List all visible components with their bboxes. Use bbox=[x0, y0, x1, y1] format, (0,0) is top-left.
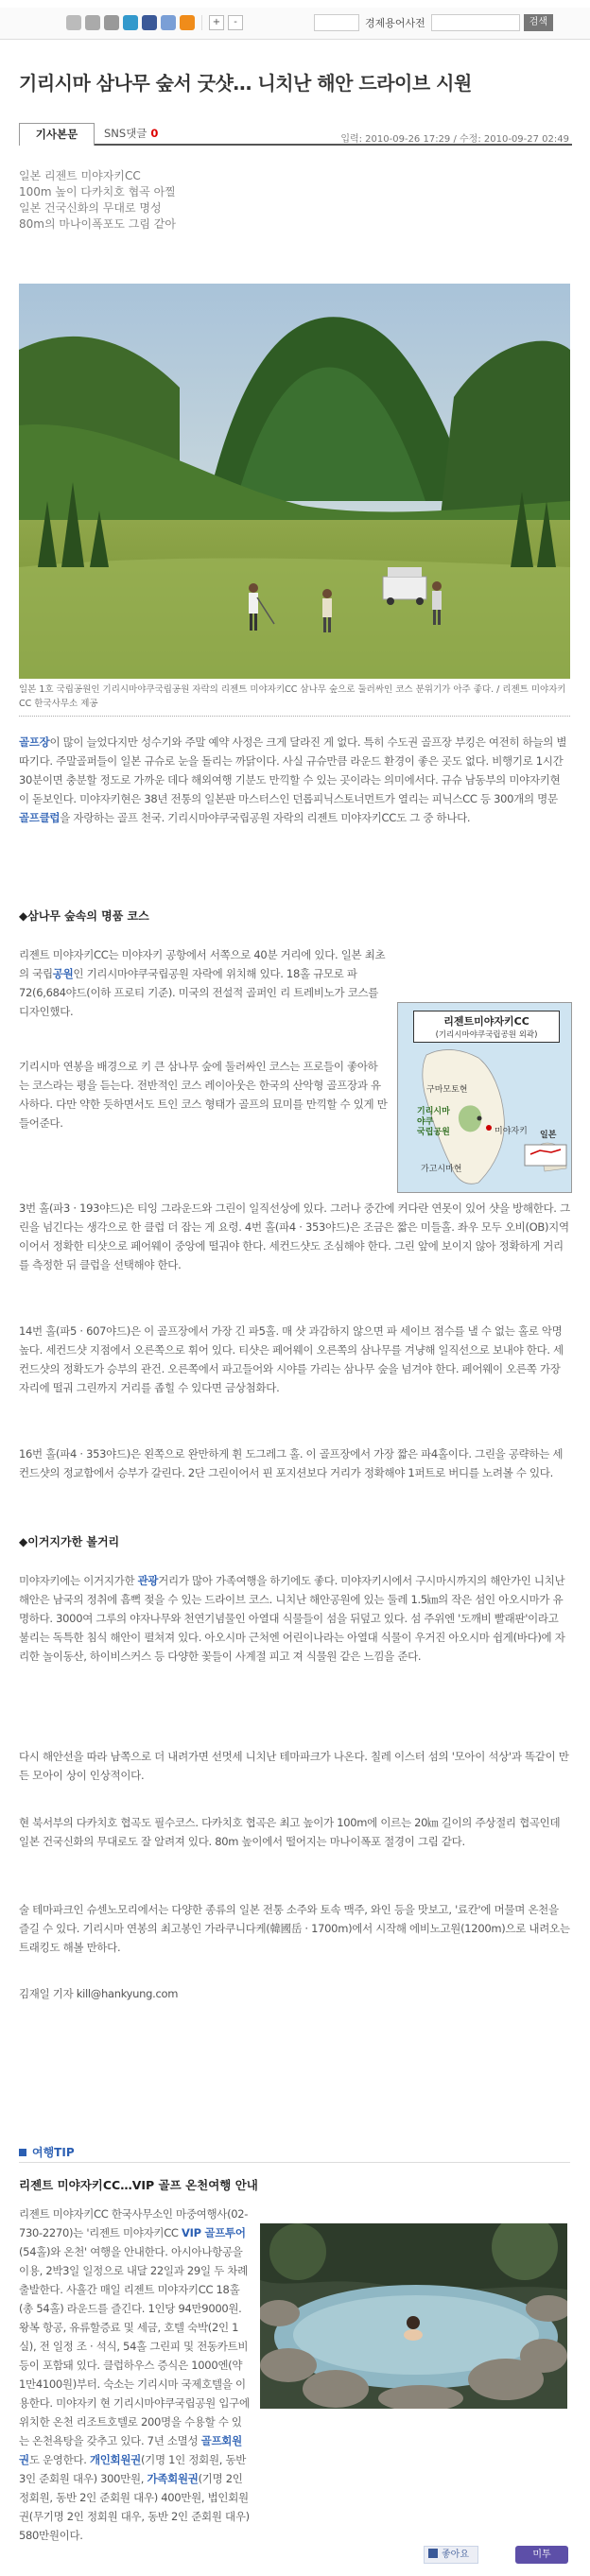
paragraph-text: 미야자키에는 이거지가한 bbox=[19, 1574, 138, 1587]
map-label-kumamoto: 구마모토현 bbox=[426, 1085, 468, 1095]
tab-sns-label: SNS댓글 bbox=[104, 127, 148, 140]
bookmark-icon[interactable] bbox=[104, 15, 119, 30]
article-paragraph bbox=[19, 1571, 570, 1666]
facebook-icon bbox=[428, 2549, 438, 2558]
location-map bbox=[397, 1002, 572, 1193]
map-label-park-line: 야쿠 bbox=[417, 1117, 434, 1127]
map-label-kagoshima: 가고시마현 bbox=[421, 1165, 462, 1174]
paragraph-text: 리젠트 미야자키CC는 미야자키 공항에서 서쪽으로 40분 거리에 있다. 일본 최초의 국립 bbox=[19, 948, 386, 980]
paragraph-text: (기명 2인 정회원, 동반 2인 준회원 대우) 400만원, 법인회원권(무기명 2인 정회원 대우, 동반 2인 준회원 대우) 580만원이다. bbox=[19, 2472, 250, 2542]
paragraph-text: (54홀)와 온천' 여행을 안내한다. 아시아나항공을 이용, 2박3일 일정으로 내달 22일과 29일 두 차례 출발한다. 사흘간 매일 리젠트 미야자키CC 18홀(총 54홀) 라운드를 즐긴다. 1인당 94만9000원. 왕복 항공, 유류할증료 및 세금, 호텔 숙박(2인 1실), 전 일정 조 · 석식, 54홀 그린피 및 전동카트비 등이 포함돼 있다. 클럽하우스 증식은 1000엔(약 1만4100원)부터. 숙소는 기리시마 국제호텔을 이용한다. 미야자키 현 기리시마야쿠국립공원 입구에 위치한 온천 리조트호텔로 200명을 수용할 수 있는 온천욕탕을 갖추고 있다. 7년 소멸성 bbox=[19, 2245, 250, 2447]
tab-article-body[interactable] bbox=[19, 123, 95, 146]
dictionary-select[interactable] bbox=[314, 14, 359, 31]
toolbar-divider bbox=[201, 15, 202, 30]
golf-course-illustration bbox=[19, 284, 570, 679]
article-paragraph: 술 테마파크인 슈센노모리에서는 다양한 종류의 일본 전통 소주와 토속 맥주, 와인 등을 맛보고, '료칸'에 머물며 온천을 즐길 수 있다. 기리시마 연봉의 최고봉인 가라쿠니다케(韓國岳 · 1700m)에서 시작해 에비노고원(1200m)으로 내려오는 트래킹도 해볼 만하다. bbox=[19, 1903, 570, 1954]
facebook-icon[interactable] bbox=[142, 15, 157, 30]
keyword-link[interactable]: 골프클럽 bbox=[19, 811, 61, 824]
me2day-button[interactable] bbox=[515, 2546, 568, 2564]
map-label-park bbox=[417, 1107, 450, 1138]
article-paragraph: 3번 홀(파3 · 193야드)은 티잉 그라운드와 그린이 일직선상에 있다. 그러나 중간에 커다란 연못이 있어 샷을 방해한다. 그린을 넘긴다는 생각으로 한 클럽 더 잡는 게 요령. 4번 홀(파4 · 353야드)은 조금은 짧은 미들홀. 좌우 모두 오비(OB)지역이어서 정확한 티샷으로 페어웨이 중앙에 떨궈야 한다. 세컨드샷도 조심해야 한다. 그린 앞에 보이지 않아 정확하게 거리를 측정한 뒤 클럽을 선택해야 한다. bbox=[19, 1202, 570, 1271]
subtitle-line: 100m 높이 다카치호 협곡 아찔 bbox=[19, 185, 176, 199]
article-paragraph: 16번 홀(파4 · 353야드)은 왼쪽으로 완만하게 휜 도그레그 홀. 이 골프장에서 가장 짧은 파4홀이다. 그린을 공략하는 세컨드샷의 정교함에서 승부가 갈린다. 2단 그린이어서 핀 포지션보다 거리가 정확해야 1퍼트로 버디를 노려볼 수 있다. bbox=[19, 1447, 564, 1479]
map-label-miyazaki: 미야자키 bbox=[495, 1127, 528, 1136]
map-subtitle: (기리시마야쿠국립공원 외곽) bbox=[435, 1030, 538, 1040]
paragraph-text: 거리가 많아 가족여행을 하기에도 좋다. 미야자키시에서 구시마시까지의 해안가인 니치난 해안은 남국의 정취에 흠뻑 젖을 수 있는 드라이브 코스. 니치난 해안공원에 있는 둘레 1.5㎞의 작은 섬인 아오시마가 유명하다. 3000여 그루의 야자나무와 천연기념물인 아열대 식물들이 섬을 뒤덮고 있다. 섬 주위엔 '도깨비 빨래판'이라고 불리는 독특한 침식 해안이 펼쳐져 있다. 아오시마 근처엔 어린이나라는 아열대 식물이 우거진 아오시마 쉽게(바다)에 자리한 놀이동산, 하이비스커스 등 다양한 꽃들이 사계절 피고 져 식물원 같은 느낌을 준다. bbox=[19, 1574, 565, 1663]
sns-comment-count: 0 bbox=[150, 127, 159, 140]
subtitle-line: 일본 건국신화의 무대로 명성 bbox=[19, 201, 162, 215]
tip-bullet-icon bbox=[19, 2149, 26, 2156]
article-footer bbox=[0, 2543, 590, 2567]
keyword-link[interactable]: 공원 bbox=[52, 967, 74, 980]
article-paragraph: 14번 홀(파5 · 607야드)은 이 골프장에서 가장 긴 파5홀. 매 샷 과감하지 않으면 파 세이브 점수를 낼 수 없는 홀로 악명 높다. 세컨드샷 지점에서 오른쪽으로 휘어 있다. 티샷은 페어웨이 오른쪽의 삼나무를 겨냥해 일직선으로 보내야 한다. 세컨드샷의 정확도가 승부의 관건. 오른쪽에서 파고들어와 시야를 가리는 삼나무 숲을 넘겨야 한다. 페어웨이 오른쪽 가장자리에 떨궈 그린까지 거리를 좁힐 수 있다면 금상첨화다. bbox=[19, 1324, 564, 1394]
paragraph-text: 리젠트 미야자키CC 한국사무소인 마중여행사(02-730-2270)는 '리젠트 미야자키CC bbox=[19, 2207, 249, 2239]
keyword-link[interactable]: 가족회원권 bbox=[147, 2472, 199, 2485]
share-tools bbox=[66, 15, 243, 30]
me2day-icon[interactable] bbox=[161, 15, 176, 30]
keyword-link[interactable]: 관광 bbox=[137, 1574, 159, 1587]
font-smaller-button[interactable]: - bbox=[228, 15, 243, 30]
travel-tip-title: 리젠트 미야자키CC…VIP 골프 온천여행 안내 bbox=[19, 2178, 258, 2192]
article-paragraph: 다시 해안선을 따라 남쪽으로 더 내려가면 선멋세 니치난 테마파크가 나온다. 칠레 이스터 섬의 '모아이 석상'과 똑같이 만든 모아이 상이 인상적이다. bbox=[19, 1750, 569, 1782]
font-larger-button[interactable]: + bbox=[209, 15, 224, 30]
section-heading: ◆삼나무 숲속의 명품 코스 bbox=[19, 909, 149, 923]
article-paragraph: 현 북서부의 다카치호 협곡도 필수코스. 다카치호 협곡은 최고 높이가 100m에 이르는 20㎞ 길이의 주상절리 협곡인데 일본 건국신화의 무대로도 잘 알려져 있다. 80m 높이에서 떨어지는 마나이폭포 절경이 그림 같다. bbox=[19, 1816, 561, 1848]
map-label-park-line: 기리시마 bbox=[417, 1107, 450, 1116]
map-label-park-line: 국립공원 bbox=[417, 1128, 450, 1137]
dictionary-search-button[interactable]: 검색 bbox=[524, 14, 553, 31]
dictionary-search bbox=[314, 14, 553, 31]
article-paragraph bbox=[19, 2204, 251, 2545]
keyword-link[interactable]: 골프회원권 bbox=[19, 2434, 242, 2466]
travel-tip-heading bbox=[19, 2144, 570, 2163]
paragraph-text: 을 자랑하는 골프 천국. 기리시마야쿠국립공원 자락의 리젠트 미야자키CC도 그 중 하나다. bbox=[60, 811, 471, 824]
article-toolbar bbox=[0, 8, 590, 40]
paragraph-text: 이 많이 늘었다지만 성수기와 주말 예약 사정은 크게 달라진 게 없다. 특히 수도권 골프장 부킹은 여전히 하늘의 별 따기다. 주말골퍼들이 일본 규슈로 눈을 돌리는 까닭이다. 사실 규슈만큼 라운드 환경이 좋은 곳도 없다. 비행기로 1시간30분이면 충분할 정도로 가까운 데다 해외여행 기분도 만끽할 수 있는 곳이라는 의미에서다. 규슈 남동부의 미야자키현이 돋보인다. 미야자키현은 38년 전통의 일본판 마스터스인 던롭피닉스토너먼트가 열리는 피닉스CC 등 300개의 명문 bbox=[19, 735, 567, 805]
article-title: 기리시마 삼나무 숲서 굿샷… 니치난 해안 드라이브 시원 bbox=[19, 72, 472, 95]
section-heading: ◆이거지가한 볼거리 bbox=[19, 1535, 120, 1548]
article-paragraph bbox=[19, 733, 570, 827]
tab-article-body-label: 기사본문 bbox=[35, 128, 78, 141]
email-icon[interactable] bbox=[85, 15, 100, 30]
like-label: 좋아요 bbox=[442, 2550, 469, 2560]
paragraph-text: 도 운영한다. bbox=[28, 2453, 90, 2466]
dictionary-search-input[interactable] bbox=[431, 14, 520, 31]
travel-tip-label: 여행TIP bbox=[32, 2146, 75, 2159]
map-title: 리젠트미야자키CC bbox=[443, 1015, 529, 1028]
hot-spring-photo bbox=[260, 2223, 567, 2409]
twitter-icon[interactable] bbox=[123, 15, 138, 30]
keyword-link[interactable]: VIP 골프투어 bbox=[182, 2226, 246, 2239]
subtitle-line: 80m의 마나이폭포도 그림 같아 bbox=[19, 217, 176, 231]
keyword-link[interactable]: 개인회원권 bbox=[89, 2453, 141, 2466]
print-icon[interactable] bbox=[66, 15, 81, 30]
article-dates: 입력: 2010-09-26 17:29 / 수정: 2010-09-27 02:49 bbox=[340, 134, 569, 145]
map-title-box bbox=[413, 1011, 560, 1043]
hot-spring-illustration bbox=[260, 2223, 567, 2409]
paragraph-text: 인 기리시마야쿠국립공원 자락에 위치해 있다. 18홀 규모로 파72(6,684야드(이하 프로티 기준). 미국의 전설적 골퍼인 리 트레비노가 코스를 디자인했다. bbox=[19, 967, 379, 1018]
paragraph-text: (기명 1인 정회원, 동반 3인 준회원 대우) 300만원, bbox=[19, 2453, 247, 2485]
article-subtitles bbox=[19, 168, 176, 233]
dictionary-label: 경제용어사전 bbox=[365, 17, 425, 29]
article-paragraph bbox=[19, 945, 388, 1021]
facebook-like-button[interactable] bbox=[424, 2546, 478, 2564]
article-byline: 김재일 기자 kill@hankyung.com bbox=[19, 1987, 179, 2000]
yozm-icon[interactable] bbox=[180, 15, 195, 30]
me2day-label: 미투 bbox=[532, 2550, 551, 2560]
tab-sns-comments[interactable] bbox=[104, 123, 158, 146]
golf-course-photo bbox=[19, 284, 570, 679]
subtitle-line: 일본 리젠트 미야자키CC bbox=[19, 169, 141, 182]
article-paragraph: 기리시마 연봉을 배경으로 키 큰 삼나무 숲에 둘러싸인 코스는 프로들이 좋아하는 코스라는 평을 듣는다. 전반적인 코스 레이아웃은 한국의 산악형 골프장과 유사하다. 다만 약한 듯하면서도 트인 코스 형태가 골프의 묘미를 만끽할 수 있게 만들어준다. bbox=[19, 1060, 388, 1130]
map-label-japan: 일본 bbox=[540, 1131, 557, 1140]
photo-caption: 일본 1호 국립공원인 기리시마야쿠국립공원 자락의 리젠트 미야자키CC 삼나무 숲으로 둘러싸인 코스 분위기가 아주 좋다. / 리젠트 미야자키CC 한국사무소 제공 bbox=[19, 683, 570, 717]
keyword-link[interactable]: 골프장 bbox=[19, 735, 50, 749]
